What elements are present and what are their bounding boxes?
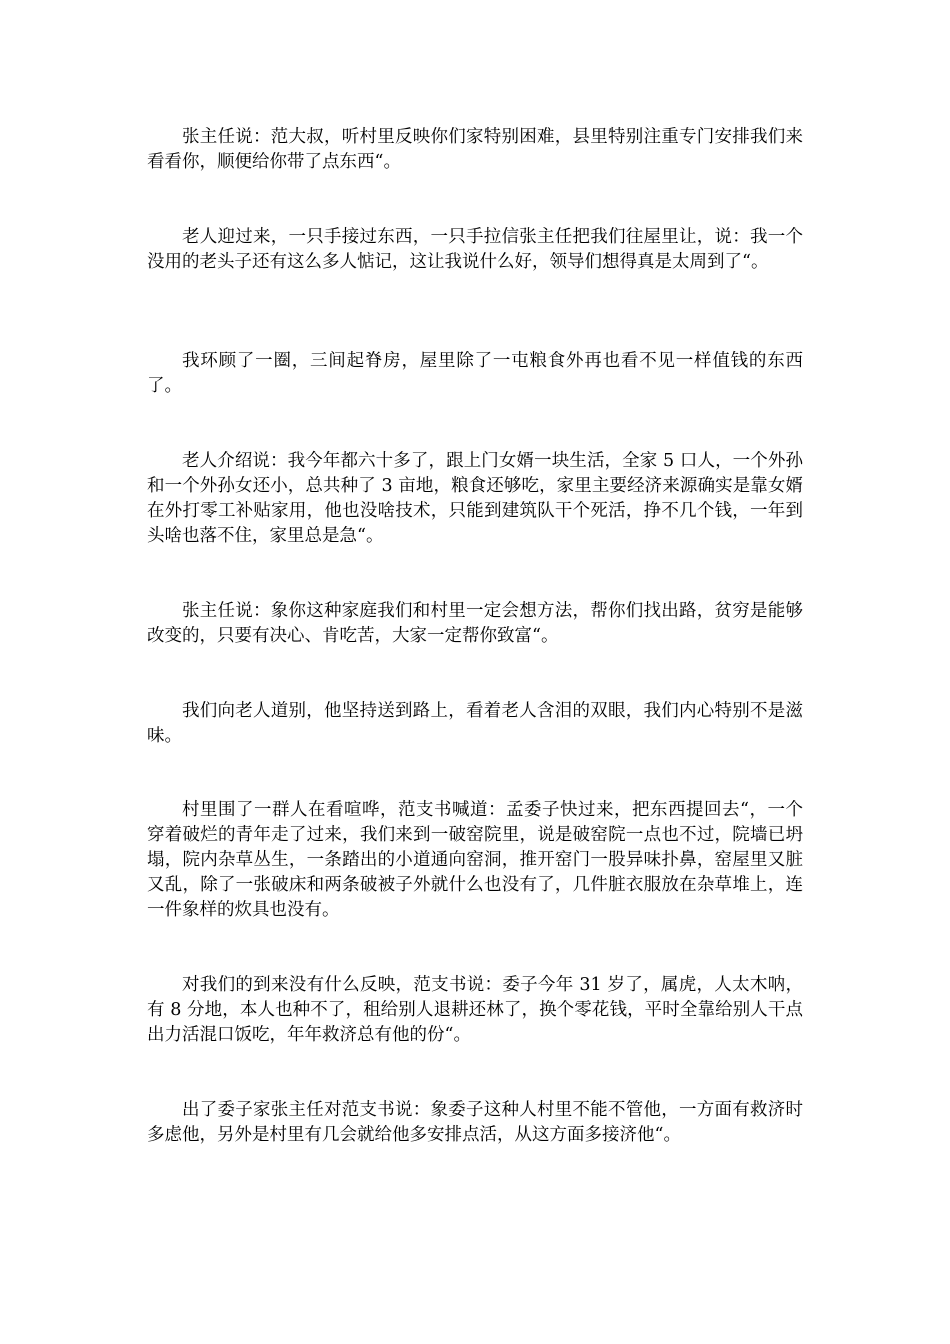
paragraph-5: 张主任说：象你这种家庭我们和村里一定会想方法，帮你们找出路，贫穷是能够改变的，只要有决心、肯吃苦，大家一定帮你致富“。 <box>147 601 803 646</box>
paragraph-9: 出了委子家张主任对范支书说：象委子这种人村里不能不管他，一方面有救济时多虑他，另外是村里有几会就给他多安排点活，从这方面多接济他“。 <box>147 1100 803 1145</box>
paragraph-7: 村里围了一群人在看喧哗，范支书喊道：孟委子快过来，把东西提回去“，一个穿着破烂的青年走了过来，我们来到一破窑院里，说是破窑院一点也不过，院墙已坍塌，院内杂草丛生，一条踏出的小道通向窑洞，推开窑门一股异味扑鼻，窑屋里又脏又乱，除了一张破床和两条破被子外就什么也没有了，几件脏衣服放在杂草堆上，连一件象样的炊具也没有。 <box>147 800 803 920</box>
paragraph-2: 老人迎过来，一只手接过东西，一只手拉信张主任把我们往屋里让，说：我一个没用的老头子还有这么多人惦记，这让我说什么好，领导们想得真是太周到了“。 <box>147 227 803 272</box>
paragraph-4: 老人介绍说：我今年都六十多了，跟上门女婿一块生活，全家 5 口人，一个外孙和一个外孙女还小，总共种了 3 亩地，粮食还够吃，家里主要经济来源确实是靠女婿在外打零工补贴家用，他也没啥技术，只能到建筑队干个死活，挣不几个钱，一年到头啥也落不住，家里总是急“。 <box>147 451 803 546</box>
paragraph-3: 我环顾了一圈，三间起脊房，屋里除了一屯粮食外再也看不见一样值钱的东西了。 <box>147 351 803 396</box>
paragraph-8: 对我们的到来没有什么反映，范支书说：委子今年 31 岁了，属虎，人太木呐，有 8 分地，本人也种不了，租给别人退耕还林了，换个零花钱，平时全靠给别人干点出力活混口饭吃，年年救济总有他的份“。 <box>147 975 803 1045</box>
paragraph-6: 我们向老人道别，他坚持送到路上，看着老人含泪的双眼，我们内心特别不是滋味。 <box>147 701 803 746</box>
paragraph-1: 张主任说：范大叔，听村里反映你们家特别困难，县里特别注重专门安排我们来看看你，顺便给你带了点东西“。 <box>147 127 803 172</box>
